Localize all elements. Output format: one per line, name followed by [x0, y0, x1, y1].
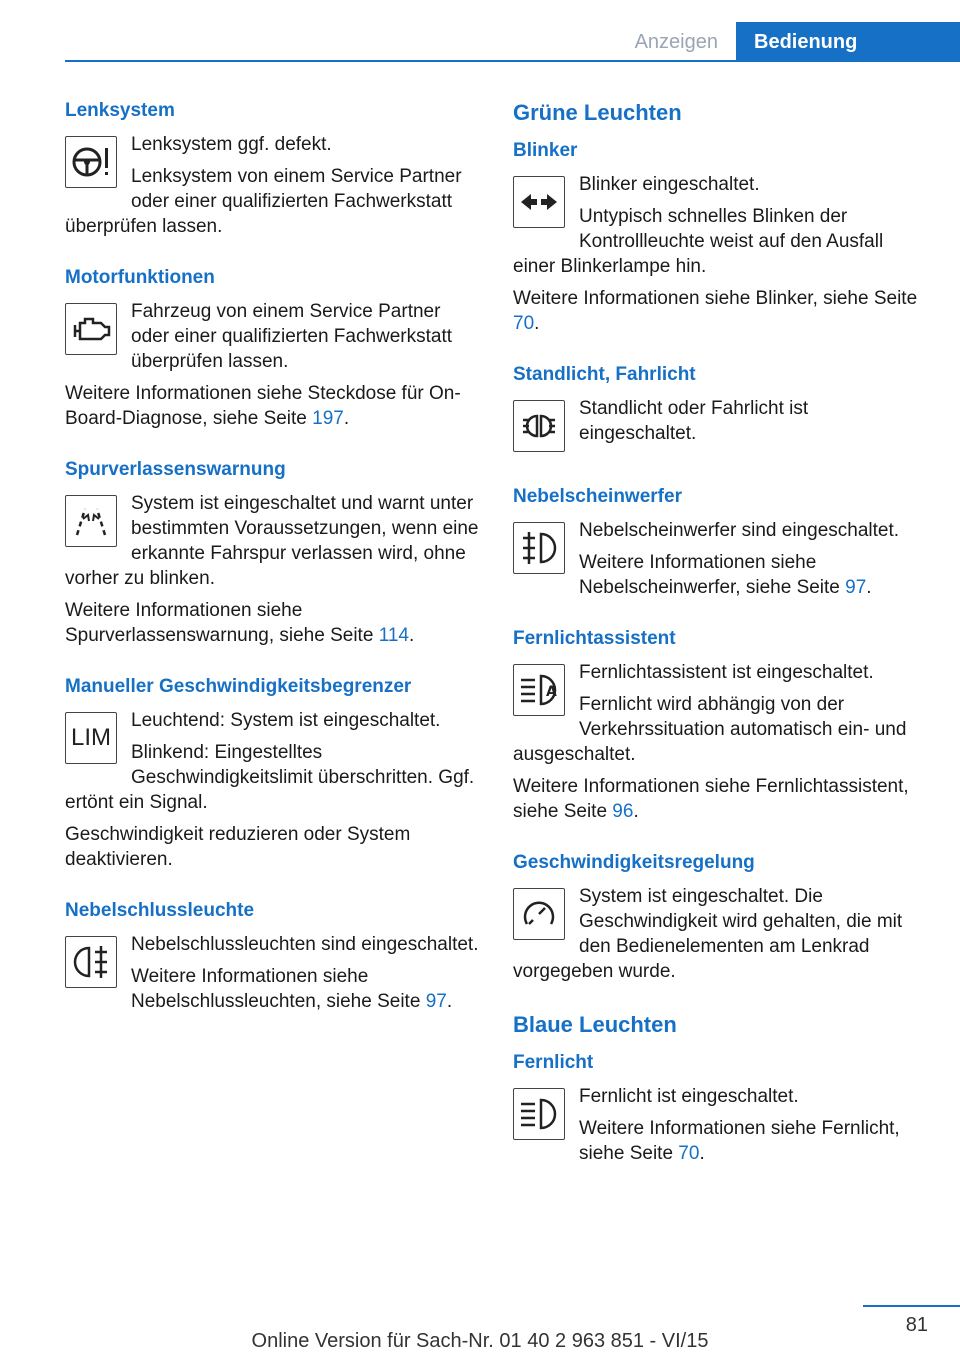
warning-entry [65, 100, 480, 239]
svg-text:A: A [546, 684, 557, 700]
warning-entry [65, 676, 480, 872]
page-number: 81 [905, 1314, 928, 1336]
footer-rule [863, 1305, 960, 1307]
page-link[interactable]: 97 [425, 991, 447, 1012]
page-link[interactable]: 97 [845, 577, 867, 598]
warning-entry [513, 140, 928, 336]
entry-text: Nebelscheinwerfer sind eingeschaltet. [579, 520, 900, 541]
warning-entry [65, 267, 480, 431]
entry-text: Lenksystem ggf. defekt. [131, 134, 332, 155]
left-column [65, 100, 480, 1042]
page-header [0, 0, 960, 62]
page-link[interactable]: 70 [513, 313, 535, 334]
see-also-text [65, 964, 480, 1014]
right-column [513, 100, 928, 1194]
high-beam-icon [513, 1088, 565, 1140]
tab-bedienung[interactable]: Bedienung [736, 22, 960, 62]
section-title-green: Grüne Leuchten [513, 100, 682, 125]
rear-fog-icon [65, 936, 117, 988]
entry-text: Fernlichtassistent ist eingeschaltet. [579, 662, 874, 683]
punctuation: . [699, 1143, 705, 1164]
front-fog-icon [513, 522, 565, 574]
see-also-label: Weitere Informationen siehe Nebelscheinwerfer, siehe Seite [579, 552, 846, 598]
warning-entry [513, 628, 928, 824]
entry-text: Fahrzeug von einem Service Partner oder einer qualifizierten Fachwerkstatt überprüfen lassen. [131, 301, 453, 372]
see-also-text [513, 550, 928, 600]
page-link[interactable]: 70 [678, 1143, 700, 1164]
punctuation: . [534, 313, 540, 334]
entry-text: Blinker eingeschaltet. [579, 174, 760, 195]
see-also-label: Weitere Informationen siehe Steckdose für On-Board-Diagnose, siehe Seite [65, 383, 461, 429]
entry-text: System ist eingeschaltet und warnt unter bestimmten Voraussetzungen, wenn eine erkannte Fahrspur verlassen wird, ohne vorher zu blinken. [65, 493, 479, 589]
entry-title: Fernlichtassistent [513, 628, 676, 649]
warning-entry [513, 1052, 928, 1166]
page-link[interactable]: 197 [312, 408, 344, 429]
see-also-label: Weitere Informationen siehe Blinker, siehe Seite [513, 288, 918, 309]
lane-departure-icon [65, 495, 117, 547]
see-also-text [513, 286, 928, 336]
warning-entry [513, 852, 928, 984]
tab-anzeigen[interactable]: Anzeigen [634, 31, 718, 53]
entry-title: Lenksystem [65, 100, 175, 121]
cruise-control-icon [513, 888, 565, 940]
entry-title: Manueller Geschwindigkeitsbegrenzer [65, 676, 412, 697]
entry-title: Spurverlassenswarnung [65, 459, 286, 480]
page-link[interactable]: 96 [612, 801, 634, 822]
warning-entry [65, 459, 480, 648]
punctuation: . [633, 801, 639, 822]
see-also-text [513, 1116, 928, 1166]
entry-text: System ist eingeschaltet. Die Geschwindigkeit wird gehalten, die mit den Bedienelementen am Lenkrad vorgegeben wurde. [513, 886, 903, 982]
entry-text: Blinkend: Eingestelltes Geschwindigkeitslimit überschritten. Ggf. ertönt ein Signal. [65, 742, 475, 813]
entry-title: Fernlicht [513, 1052, 594, 1073]
icon-label: LIM [70, 724, 111, 751]
entry-title: Blinker [513, 140, 578, 161]
header-rule [65, 60, 960, 62]
see-also-label: Weitere Informationen siehe Fernlichtassistent, siehe Seite [513, 776, 909, 822]
lim-icon [65, 712, 117, 764]
punctuation: . [408, 625, 415, 646]
section-title-blue: Blaue Leuchten [513, 1012, 677, 1037]
entry-title: Motorfunktionen [65, 267, 215, 288]
punctuation: . [866, 577, 872, 598]
engine-icon [65, 303, 117, 355]
steering-warning-icon [65, 136, 117, 188]
entry-text: Leuchtend: System ist eingeschaltet. [131, 710, 441, 731]
entry-text: Standlicht oder Fahrlicht ist eingeschaltet. [579, 398, 809, 444]
high-beam-assist-icon [513, 664, 565, 716]
warning-entry [513, 364, 928, 458]
punctuation: . [446, 991, 453, 1012]
see-also-label: Weitere Informationen siehe Spurverlassenswarnung, siehe Seite [65, 600, 379, 646]
punctuation: . [343, 408, 350, 429]
entry-text: Geschwindigkeit reduzieren oder System deaktivieren. [65, 824, 411, 870]
entry-text: Fernlicht wird abhängig von der Verkehrssituation automatisch ein- und ausgeschaltet. [513, 694, 907, 765]
entry-title: Geschwindigkeitsregelung [513, 852, 755, 873]
warning-entry [65, 900, 480, 1014]
entry-title: Nebelscheinwerfer [513, 486, 682, 507]
entry-text: Lenksystem von einem Service Partner oder einer qualifizierten Fachwerkstatt überprüfen lassen. [65, 166, 462, 237]
turn-signal-icon [513, 176, 565, 228]
see-also-text [65, 598, 480, 648]
warning-entry [513, 486, 928, 600]
entry-text: Fernlicht ist eingeschaltet. [579, 1086, 799, 1107]
entry-title: Nebelschlussleuchte [65, 900, 255, 921]
footer-text: Online Version für Sach-Nr. 01 40 2 963 851 - VI/15 [251, 1330, 709, 1352]
see-also-label: Weitere Informationen siehe Fernlicht, siehe Seite [579, 1118, 900, 1164]
see-also-text [513, 774, 928, 824]
entry-text: Nebelschlussleuchten sind eingeschaltet. [131, 934, 479, 955]
page-link[interactable]: 114 [378, 625, 409, 646]
see-also-text [65, 381, 480, 431]
see-also-label: Weitere Informationen siehe Nebelschlussleuchten, siehe Seite [131, 966, 426, 1012]
entry-text: Untypisch schnelles Blinken der Kontrollleuchte weist auf den Ausfall einer Blinkerlampe hin. [513, 206, 884, 277]
entry-title: Standlicht, Fahrlicht [513, 364, 696, 385]
parking-light-icon [513, 400, 565, 452]
